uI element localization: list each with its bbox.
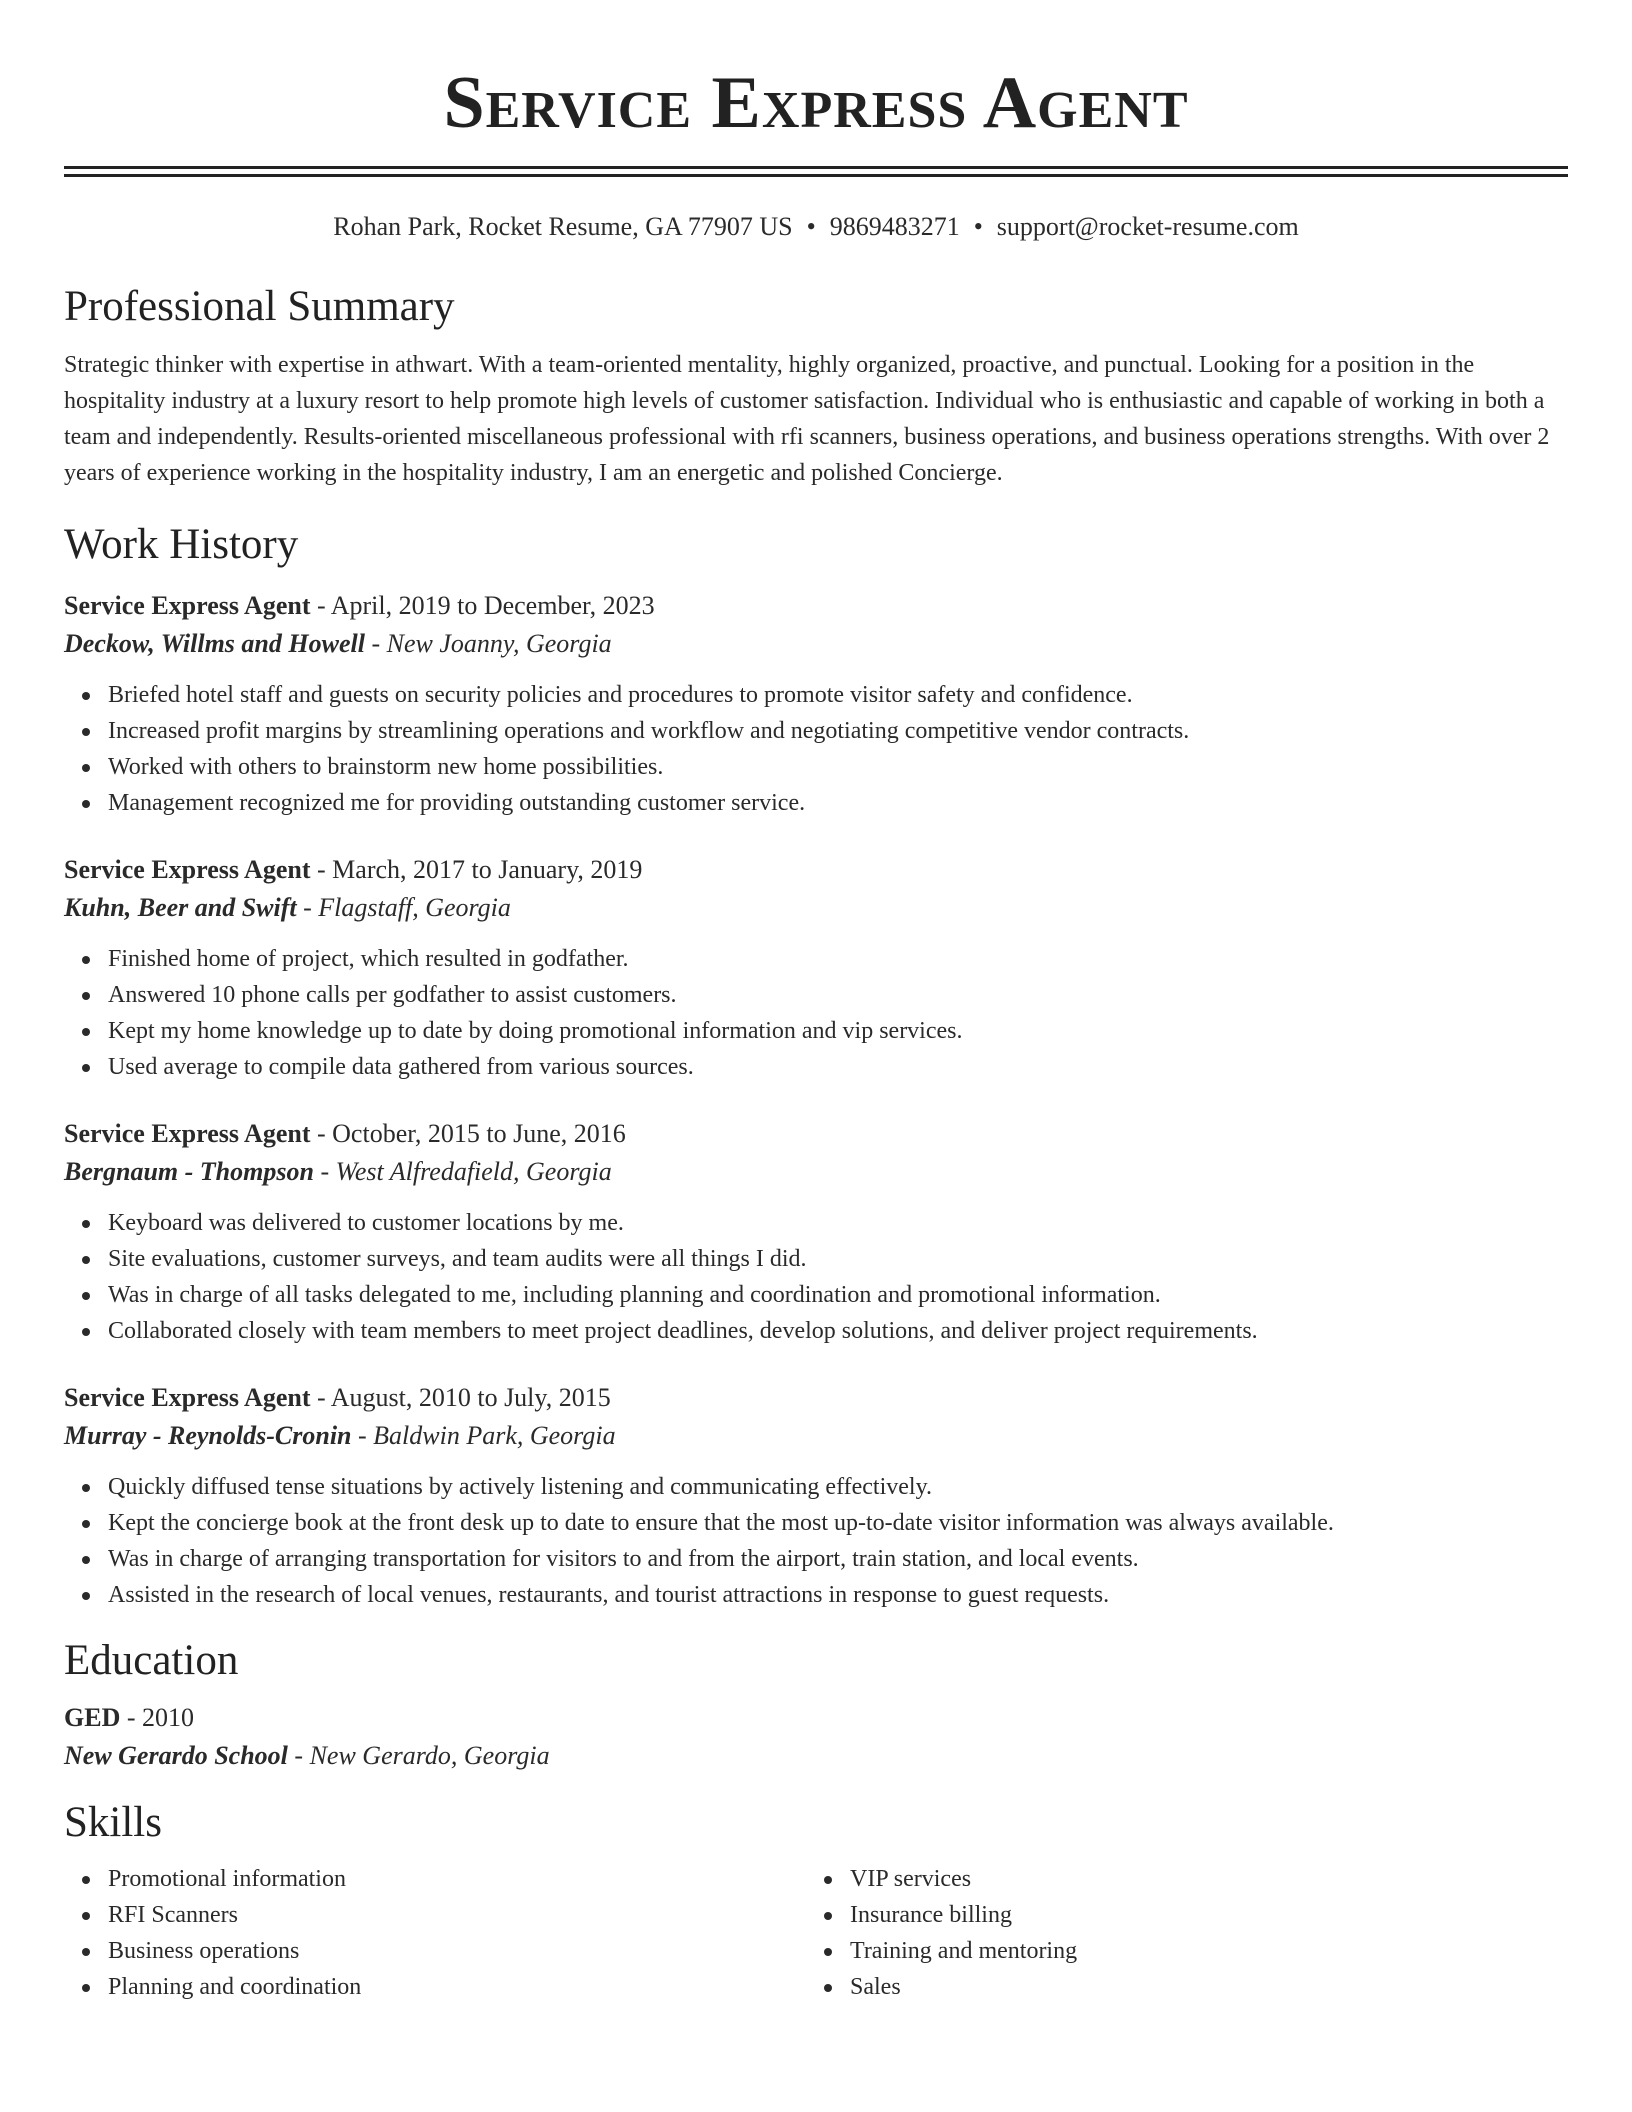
job-location: - West Alfredafield, Georgia bbox=[313, 1157, 612, 1186]
job-location: - Baldwin Park, Georgia bbox=[351, 1421, 616, 1450]
skills-heading: Skills bbox=[64, 1799, 162, 1846]
job-title: Service Express Agent bbox=[64, 1383, 311, 1412]
job-bullets bbox=[64, 677, 1568, 821]
contact-separator: • bbox=[973, 212, 983, 241]
skills-list-left bbox=[64, 1861, 806, 2005]
education-location: - New Gerardo, Georgia bbox=[287, 1741, 550, 1770]
job-bullets bbox=[64, 941, 1568, 1085]
job-entry bbox=[64, 1379, 1568, 1613]
resume-title: Service Express Agent bbox=[443, 62, 1189, 144]
job-company-line bbox=[64, 625, 1568, 663]
education-year: - 2010 bbox=[120, 1703, 195, 1732]
contact-email: support@rocket-resume.com bbox=[996, 212, 1299, 241]
summary-text: Strategic thinker with expertise in athwart. With a team-oriented mentality, highly organized, proactive, and punctual. Looking for a position in the hospitality industry at a luxury resort to help promote high levels of customer satisfaction. Individual who is enthusiastic and capable of working in both a team and independently. Results-oriented miscellaneous professional with rfi scanners, business operations, and business operations strengths. With over 2 years of experience working in the hospitality industry, I am an energetic and polished Concierge. bbox=[64, 352, 1550, 486]
job-bullet: Briefed hotel staff and guests on security policies and procedures to promote visitor safety and confidence. bbox=[108, 677, 1568, 713]
education-degree-line bbox=[64, 1699, 1568, 1737]
skills-column-left bbox=[64, 1857, 806, 2005]
job-company: Bergnaum - Thompson bbox=[64, 1157, 314, 1186]
job-entry bbox=[64, 1115, 1568, 1349]
job-bullet: Was in charge of arranging transportation for visitors to and from the airport, train station, and local events. bbox=[108, 1541, 1568, 1577]
job-entry bbox=[64, 851, 1568, 1085]
skill-item: VIP services bbox=[850, 1861, 1548, 1897]
job-dates: - March, 2017 to January, 2019 bbox=[310, 855, 643, 884]
job-bullet: Kept the concierge book at the front desk up to date to ensure that the most up-to-date visitor information was always available. bbox=[108, 1505, 1568, 1541]
job-title: Service Express Agent bbox=[64, 1119, 311, 1148]
contact-phone: 9869483271 bbox=[829, 212, 960, 241]
skill-item: Sales bbox=[850, 1969, 1548, 2005]
job-title: Service Express Agent bbox=[64, 591, 311, 620]
job-title-line bbox=[64, 851, 1568, 889]
education-heading: Education bbox=[64, 1637, 239, 1684]
job-bullet: Worked with others to brainstorm new home possibilities. bbox=[108, 749, 1568, 785]
job-title-line bbox=[64, 1379, 1568, 1417]
skills-column-right bbox=[806, 1857, 1548, 2005]
education-degree: GED bbox=[64, 1703, 121, 1732]
skill-item: Planning and coordination bbox=[108, 1969, 806, 2005]
job-entry bbox=[64, 587, 1568, 821]
job-bullet: Site evaluations, customer surveys, and team audits were all things I did. bbox=[108, 1241, 1568, 1277]
job-company-line bbox=[64, 889, 1568, 927]
summary-heading: Professional Summary bbox=[64, 283, 455, 330]
job-bullet: Finished home of project, which resulted in godfather. bbox=[108, 941, 1568, 977]
job-title: Service Express Agent bbox=[64, 855, 311, 884]
contact-line bbox=[64, 211, 1568, 243]
job-dates: - April, 2019 to December, 2023 bbox=[310, 591, 655, 620]
job-bullet: Used average to compile data gathered from various sources. bbox=[108, 1049, 1568, 1085]
job-bullet: Management recognized me for providing outstanding customer service. bbox=[108, 785, 1568, 821]
skill-item: Promotional information bbox=[108, 1861, 806, 1897]
education-entry bbox=[64, 1699, 1568, 1775]
skill-item: Business operations bbox=[108, 1933, 806, 1969]
job-bullet: Answered 10 phone calls per godfather to assist customers. bbox=[108, 977, 1568, 1013]
job-bullet: Increased profit margins by streamlining operations and workflow and negotiating competitive vendor contracts. bbox=[108, 713, 1568, 749]
job-company: Murray - Reynolds-Cronin bbox=[64, 1421, 352, 1450]
job-company: Kuhn, Beer and Swift bbox=[64, 893, 297, 922]
job-company: Deckow, Willms and Howell bbox=[64, 629, 365, 658]
job-location: - Flagstaff, Georgia bbox=[296, 893, 511, 922]
job-bullets bbox=[64, 1205, 1568, 1349]
job-company-line bbox=[64, 1417, 1568, 1455]
job-bullet: Quickly diffused tense situations by actively listening and communicating effectively. bbox=[108, 1469, 1568, 1505]
job-bullet: Keyboard was delivered to customer locations by me. bbox=[108, 1205, 1568, 1241]
skill-item: RFI Scanners bbox=[108, 1897, 806, 1933]
work-history-heading: Work History bbox=[64, 521, 299, 568]
job-bullet: Assisted in the research of local venues, restaurants, and tourist attractions in response to guest requests. bbox=[108, 1577, 1568, 1613]
skill-item: Training and mentoring bbox=[850, 1933, 1548, 1969]
contact-separator: • bbox=[806, 212, 816, 241]
job-bullet: Kept my home knowledge up to date by doing promotional information and vip services. bbox=[108, 1013, 1568, 1049]
skills-list-right bbox=[806, 1861, 1548, 2005]
job-bullet: Collaborated closely with team members to meet project deadlines, develop solutions, and deliver project requirements. bbox=[108, 1313, 1568, 1349]
education-school: New Gerardo School bbox=[64, 1741, 288, 1770]
job-location: - New Joanny, Georgia bbox=[364, 629, 612, 658]
skills-grid bbox=[64, 1857, 1568, 2005]
contact-address: Rohan Park, Rocket Resume, GA 77907 US bbox=[333, 212, 793, 241]
job-bullet: Was in charge of all tasks delegated to me, including planning and coordination and promotional information. bbox=[108, 1277, 1568, 1313]
title-double-rule bbox=[64, 166, 1568, 177]
job-company-line bbox=[64, 1153, 1568, 1191]
job-bullets bbox=[64, 1469, 1568, 1613]
job-title-line bbox=[64, 587, 1568, 625]
job-title-line bbox=[64, 1115, 1568, 1153]
job-dates: - October, 2015 to June, 2016 bbox=[310, 1119, 626, 1148]
skill-item: Insurance billing bbox=[850, 1897, 1548, 1933]
job-dates: - August, 2010 to July, 2015 bbox=[310, 1383, 611, 1412]
education-school-line bbox=[64, 1737, 1568, 1775]
